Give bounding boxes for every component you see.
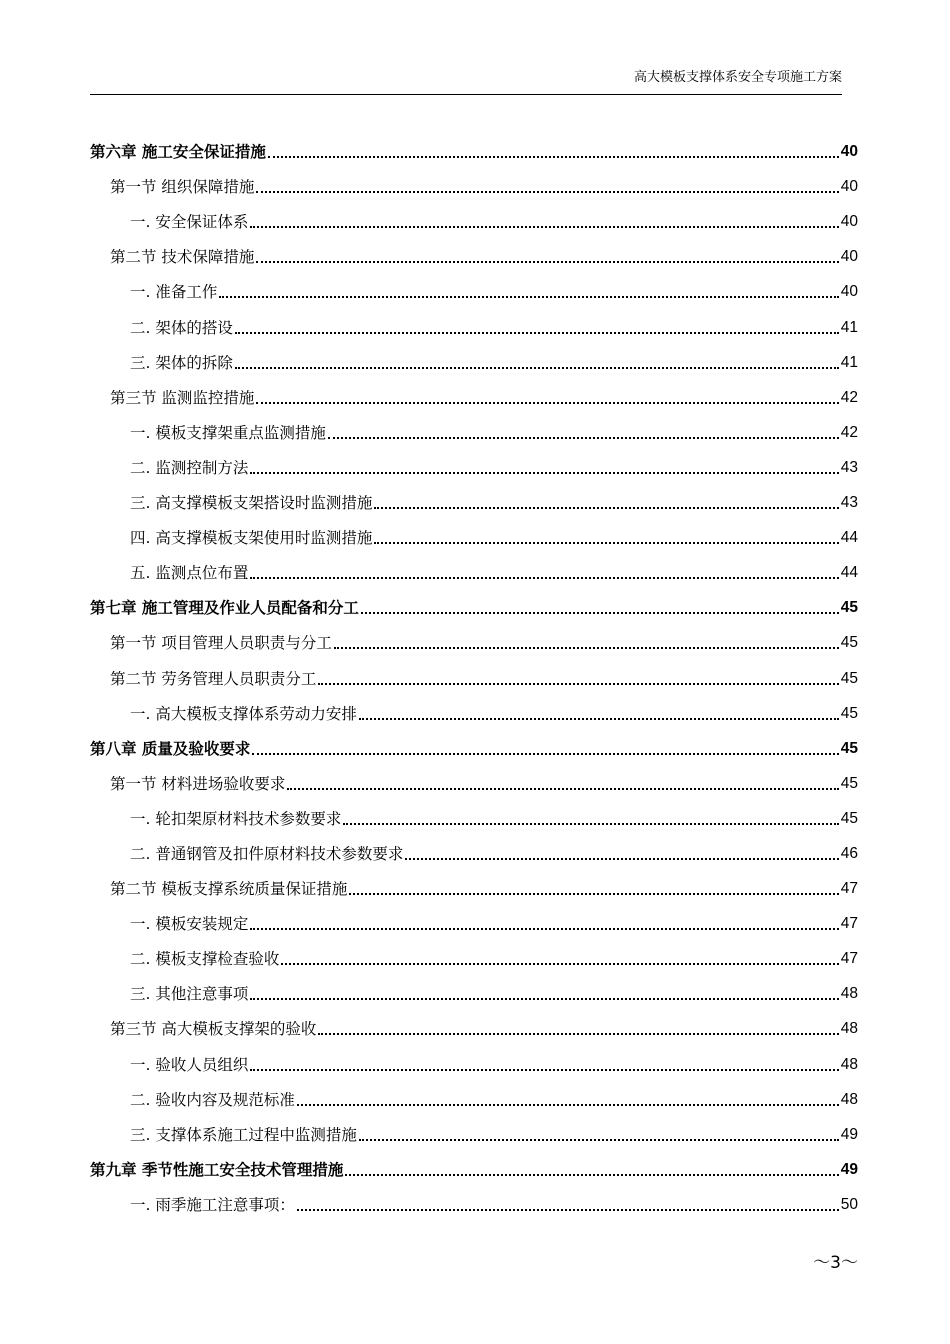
toc-entry[interactable] bbox=[90, 478, 858, 513]
toc-entry-page: 40 bbox=[840, 248, 858, 266]
toc-dot-leader bbox=[235, 332, 839, 334]
toc-entry-page: 49 bbox=[840, 1125, 858, 1143]
toc-entry-label: 第一节 项目管理人员职责与分工 bbox=[110, 634, 332, 653]
toc-entry[interactable] bbox=[90, 724, 858, 759]
toc-dot-leader bbox=[250, 226, 838, 228]
toc-entry-page: 42 bbox=[840, 423, 858, 441]
toc-entry-label: 五. 监测点位布置 bbox=[130, 564, 249, 583]
toc-entry-page: 49 bbox=[840, 1160, 858, 1178]
toc-entry-page: 50 bbox=[840, 1195, 858, 1213]
toc-entry-page: 45 bbox=[840, 739, 858, 757]
toc-entry-label: 第三节 高大模板支撑架的验收 bbox=[110, 1020, 317, 1039]
toc-dot-leader bbox=[374, 507, 838, 509]
toc-entry[interactable] bbox=[90, 127, 858, 162]
toc-entry[interactable] bbox=[90, 373, 858, 408]
toc-entry-page: 44 bbox=[840, 564, 858, 582]
toc-dot-leader bbox=[250, 928, 838, 930]
toc-entry-label: 三. 架体的拆除 bbox=[130, 353, 233, 372]
page-number: ～3～ bbox=[813, 1253, 858, 1273]
toc-entry-label: 二. 模板支撑检查验收 bbox=[130, 950, 280, 969]
toc-entry-page: 41 bbox=[840, 318, 858, 336]
toc-dot-leader bbox=[250, 472, 838, 474]
toc-entry[interactable] bbox=[90, 618, 858, 653]
toc-dot-leader bbox=[328, 437, 839, 439]
toc-entry[interactable] bbox=[90, 197, 858, 232]
toc-entry-label: 一. 验收人员组织 bbox=[130, 1055, 249, 1074]
toc-entry-label: 第八章 质量及验收要求 bbox=[90, 739, 251, 758]
toc-dot-leader bbox=[405, 858, 838, 860]
toc-entry[interactable] bbox=[90, 267, 858, 302]
toc-entry-label: 第七章 施工管理及作业人员配备和分工 bbox=[90, 599, 359, 618]
toc-entry-label: 二. 普通钢管及扣件原材料技术参数要求 bbox=[130, 844, 404, 863]
toc-entry-label: 二. 架体的搭设 bbox=[130, 318, 233, 337]
toc-dot-leader bbox=[250, 1069, 838, 1071]
toc-entry-page: 46 bbox=[840, 844, 858, 862]
toc-entry[interactable] bbox=[90, 338, 858, 373]
toc-entry[interactable] bbox=[90, 548, 858, 583]
toc-entry-page: 40 bbox=[840, 213, 858, 231]
table-of-contents bbox=[90, 127, 858, 1215]
toc-entry-label: 第六章 施工安全保证措施 bbox=[90, 143, 266, 162]
toc-entry[interactable] bbox=[90, 934, 858, 969]
toc-entry-page: 48 bbox=[840, 1020, 858, 1038]
toc-entry[interactable] bbox=[90, 689, 858, 724]
toc-entry-label: 第九章 季节性施工安全技术管理措施 bbox=[90, 1160, 344, 1179]
toc-entry-label: 第二节 劳务管理人员职责分工 bbox=[110, 669, 317, 688]
toc-dot-leader bbox=[256, 191, 838, 193]
toc-entry[interactable] bbox=[90, 1180, 858, 1215]
toc-entry-label: 三. 支撑体系施工过程中监测措施 bbox=[130, 1125, 357, 1144]
toc-dot-leader bbox=[359, 1139, 839, 1141]
toc-entry-label: 第一节 材料进场验收要求 bbox=[110, 774, 286, 793]
header-rule bbox=[90, 94, 842, 95]
toc-entry[interactable] bbox=[90, 653, 858, 688]
toc-entry-page: 43 bbox=[840, 458, 858, 476]
toc-entry-page: 45 bbox=[840, 809, 858, 827]
toc-entry-label: 第一节 组织保障措施 bbox=[110, 178, 255, 197]
toc-entry-page: 45 bbox=[840, 634, 858, 652]
toc-dot-leader bbox=[250, 577, 838, 579]
toc-entry[interactable] bbox=[90, 513, 858, 548]
toc-entry-page: 42 bbox=[840, 388, 858, 406]
toc-entry-label: 二. 验收内容及规范标准 bbox=[130, 1090, 295, 1109]
toc-entry-label: 第三节 监测监控措施 bbox=[110, 388, 255, 407]
toc-entry[interactable] bbox=[90, 408, 858, 443]
toc-dot-leader bbox=[318, 683, 838, 685]
page-header-title: 高大模板支撑体系安全专项施工方案 bbox=[633, 70, 842, 85]
toc-dot-leader bbox=[318, 1033, 838, 1035]
toc-entry[interactable] bbox=[90, 829, 858, 864]
toc-entry[interactable] bbox=[90, 969, 858, 1004]
toc-dot-leader bbox=[252, 753, 838, 755]
toc-entry-label: 三. 高支撑模板支架搭设时监测措施 bbox=[130, 494, 373, 513]
toc-entry-page: 47 bbox=[840, 880, 858, 898]
toc-dot-leader bbox=[219, 296, 838, 298]
toc-entry-page: 45 bbox=[840, 669, 858, 687]
toc-entry[interactable] bbox=[90, 899, 858, 934]
toc-entry-page: 48 bbox=[840, 1055, 858, 1073]
toc-entry-page: 43 bbox=[840, 494, 858, 512]
toc-entry-page: 40 bbox=[840, 143, 858, 161]
toc-entry-label: 第二节 模板支撑系统质量保证措施 bbox=[110, 880, 348, 899]
toc-entry[interactable] bbox=[90, 302, 858, 337]
toc-dot-leader bbox=[250, 998, 838, 1000]
toc-dot-leader bbox=[374, 542, 838, 544]
toc-entry-label: 第二节 技术保障措施 bbox=[110, 248, 255, 267]
toc-entry-label: 一. 模板安装规定 bbox=[130, 915, 249, 934]
toc-entry[interactable] bbox=[90, 1039, 858, 1074]
toc-entry[interactable] bbox=[90, 162, 858, 197]
toc-entry[interactable] bbox=[90, 1145, 858, 1180]
toc-entry-page: 44 bbox=[840, 529, 858, 547]
toc-dot-leader bbox=[297, 1104, 839, 1106]
toc-dot-leader bbox=[361, 612, 839, 614]
toc-dot-leader bbox=[345, 1174, 838, 1176]
toc-entry-label: 二. 监测控制方法 bbox=[130, 458, 249, 477]
toc-entry-label: 一. 轮扣架原材料技术参数要求 bbox=[130, 809, 342, 828]
toc-entry-page: 40 bbox=[840, 178, 858, 196]
toc-entry-label: 一. 准备工作 bbox=[130, 283, 218, 302]
toc-dot-leader bbox=[334, 647, 839, 649]
toc-entry-page: 48 bbox=[840, 985, 858, 1003]
toc-entry-page: 45 bbox=[840, 599, 858, 617]
toc-dot-leader bbox=[287, 788, 838, 790]
toc-entry-page: 45 bbox=[840, 774, 858, 792]
toc-dot-leader bbox=[268, 156, 839, 158]
toc-entry-page: 45 bbox=[840, 704, 858, 722]
toc-entry[interactable] bbox=[90, 1110, 858, 1145]
toc-entry[interactable] bbox=[90, 759, 858, 794]
toc-entry-page: 40 bbox=[840, 283, 858, 301]
toc-entry[interactable] bbox=[90, 443, 858, 478]
toc-entry[interactable] bbox=[90, 794, 858, 829]
toc-entry[interactable] bbox=[90, 1075, 858, 1110]
toc-entry-page: 47 bbox=[840, 950, 858, 968]
toc-entry-label: 一. 安全保证体系 bbox=[130, 213, 249, 232]
toc-entry[interactable] bbox=[90, 583, 858, 618]
toc-entry[interactable] bbox=[90, 1004, 858, 1039]
toc-entry-page: 47 bbox=[840, 915, 858, 933]
toc-entry[interactable] bbox=[90, 864, 858, 899]
toc-dot-leader bbox=[281, 963, 838, 965]
toc-dot-leader bbox=[256, 402, 838, 404]
toc-dot-leader bbox=[256, 261, 838, 263]
toc-entry-label: 一. 高大模板支撑体系劳动力安排 bbox=[130, 704, 357, 723]
toc-entry-label: 一. 雨季施工注意事项： bbox=[130, 1195, 295, 1214]
toc-dot-leader bbox=[343, 823, 838, 825]
toc-dot-leader bbox=[235, 367, 839, 369]
toc-dot-leader bbox=[349, 893, 838, 895]
toc-entry-label: 三. 其他注意事项 bbox=[130, 985, 249, 1004]
toc-entry-page: 48 bbox=[840, 1090, 858, 1108]
toc-dot-leader bbox=[297, 1209, 839, 1211]
toc-dot-leader bbox=[359, 718, 839, 720]
toc-entry-label: 四. 高支撑模板支架使用时监测措施 bbox=[130, 529, 373, 548]
toc-entry-label: 一. 模板支撑架重点监测措施 bbox=[130, 423, 326, 442]
toc-entry-page: 41 bbox=[840, 353, 858, 371]
toc-entry[interactable] bbox=[90, 232, 858, 267]
